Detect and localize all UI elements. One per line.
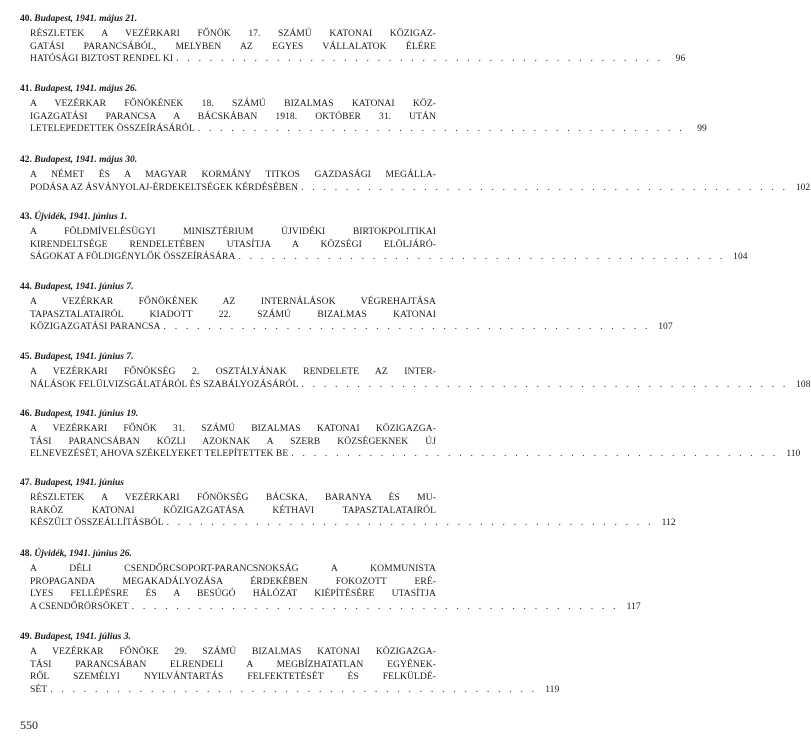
dot-leader: . . . . . . . . . . . . . . . . . . . . . . . . . . . . . . . . . . . . . . . . . . . . — [301, 378, 789, 390]
entry-header: 40. Budapest, 1941. május 21. — [20, 14, 138, 24]
entry-header: 41. Budapest, 1941. május 26. — [20, 84, 138, 94]
dot-leader: . . . . . . . . . . . . . . . . . . . . . . . . . . . . . . . . . . . . . . . . . . . . — [50, 683, 538, 695]
entry-title-line: A VEZÉRKAR FŐNÖKE 29. SZÁMÚ BIZALMAS KATONAI KÖZIGAZGA- — [30, 646, 436, 657]
folio-page-number: 550 — [20, 718, 38, 732]
toc-entry-40 — [20, 14, 686, 66]
entry-title-line: A NÉMET ÉS A MAGYAR KORMÁNY TITKOS GAZDASÁGI MEGÁLLA- — [30, 169, 436, 180]
entry-title-line: A DÉLI CSENDŐRCSOPORT-PARANCSNOKSÁG A KOMMUNISTA — [30, 563, 436, 574]
entry-title-line: RAKÖZ KATONAI KÖZIGAZGATÁSA KÉTHAVI TAPASZTALATAIRÓL — [30, 504, 436, 516]
dot-leader: . . . . . . . . . . . . . . . . . . . . . . . . . . . . . . . . . . . . . . . . . . . . — [131, 600, 619, 612]
entry-header: 49. Budapest, 1941. július 3. — [20, 632, 131, 642]
entry-title-line-last: SÉT . . . . . . . . . . . . . . . . . . . . . . . . . . . . . . . . . . . . . . . . . . . . 119 — [30, 683, 560, 695]
entry-title-line: A VEZÉRKARI FŐNÖKSÉG 2. OSZTÁLYÁNAK RENDELETE AZ INTER- — [30, 366, 436, 377]
toc-entry-42 — [20, 155, 811, 194]
entry-header: 45. Budapest, 1941. június 7. — [20, 352, 134, 362]
entry-title-line: GATÁSI PARANCSÁBÓL, MELYBEN AZ EGYES VÁLLALATOK ÉLÉRE — [30, 40, 436, 52]
entry-title-line-last: NÁLÁSOK FELÜLVIZSGÁLATÁRÓL ÉS SZABÁLYOZÁSÁRÓL . . . . . . . . . . . . . . . . . . . . . . . . . . . . . . . . . . . . . . . . . . . . 108 — [30, 378, 811, 390]
entry-header: 42. Budapest, 1941. május 30. — [20, 155, 138, 165]
entry-title-line: RÉSZLETEK A VEZÉRKARI FŐNÖKSÉG BÁCSKA, BARANYA ÉS MU- — [30, 492, 436, 503]
dot-leader: . . . . . . . . . . . . . . . . . . . . . . . . . . . . . . . . . . . . . . . . . . . . — [166, 517, 654, 528]
entry-header: 43. Újvidék, 1941. június 1. — [20, 212, 128, 222]
entry-title-line: TÁSI PARANCSÁBAN ELRENDELI A MEGBÍZHATATLAN EGYÉNEK- — [30, 658, 436, 670]
dot-leader: . . . . . . . . . . . . . . . . . . . . . . . . . . . . . . . . . . . . . . . . . . . . — [176, 53, 664, 64]
entry-title-line: TAPASZTALATAIRÓL KIADOTT 22. SZÁMÚ BIZALMAS KATONAI — [30, 308, 436, 320]
entry-header: 47. Budapest, 1941. június — [20, 478, 124, 488]
toc-entry-43 — [20, 212, 748, 264]
toc-entry-45 — [20, 352, 811, 391]
entry-title-line-last: KÉSZÜLT ÖSSZEÁLLÍTÁSBÓL . . . . . . . . . . . . . . . . . . . . . . . . . . . . . . . . . . . . . . . . . . . . 112 — [30, 517, 676, 528]
entry-title-line: A VEZÉRKARI FŐNÖK 31. SZÁMÚ BIZALMAS KATONAI KÖZIGAZGA- — [30, 423, 436, 434]
entry-title-line: A VEZÉRKAR FŐNÖKÉNEK AZ INTERNÁLÁSOK VÉGREHAJTÁSA — [30, 296, 436, 307]
dot-leader: . . . . . . . . . . . . . . . . . . . . . . . . . . . . . . . . . . . . . . . . . . . . — [197, 123, 685, 134]
entry-title-line: A VEZÉRKAR FŐNÖKÉNEK 18. SZÁMÚ BIZALMAS KATONAI KÖZ- — [30, 98, 436, 109]
entry-title-line-last: LETELEPEDETTEK ÖSSZEÍRÁSÁRÓL . . . . . . . . . . . . . . . . . . . . . . . . . . . . . . . . . . . . . . . . . . . . 99 — [30, 123, 707, 134]
entry-title-line: KIRENDELTSÉGE RENDELETÉBEN UTASÍTJA A KÖZSÉGI ELÖLJÁRÓ- — [30, 238, 436, 250]
entry-title-line-last: KÖZIGAZGATÁSI PARANCSA . . . . . . . . . . . . . . . . . . . . . . . . . . . . . . . . . . . . . . . . . . . . 107 — [30, 321, 673, 332]
page-number: 117 — [626, 601, 641, 612]
dot-leader: . . . . . . . . . . . . . . . . . . . . . . . . . . . . . . . . . . . . . . . . . . . . — [163, 321, 651, 332]
toc-entry-49 — [20, 632, 560, 696]
entry-title-line: TÁSI PARANCSÁBAN KÖZLI AZOKNAK A SZERB KÖZSÉGEKNEK ÚJ — [30, 435, 436, 447]
toc-entry-44 — [20, 282, 673, 334]
entry-title-line-last: ELNEVEZÉSÉT, AHOVA SZÉKELYEKET TELEPÍTETTEK BE . . . . . . . . . . . . . . . . . . . . . . . . . . . . . . . . . . . . . . . . . . . . 110 — [30, 448, 801, 459]
entry-title-line-last: SÁGOKAT A FÖLDIGÉNYLŐK ÖSSZEÍRÁSÁRA . . . . . . . . . . . . . . . . . . . . . . . . . . . . . . . . . . . . . . . . . . . . 104 — [30, 251, 748, 262]
entry-title-line: RŐL SZEMÉLYI NYILVÁNTARTÁS FELFEKTETÉSÉT ÉS FELKÜLDÉ- — [30, 671, 436, 682]
page-number: 110 — [786, 449, 801, 459]
toc-entry-48 — [20, 549, 641, 613]
page-number: 104 — [733, 252, 748, 262]
entry-title-line: RÉSZLETEK A VEZÉRKARI FŐNÖK 17. SZÁMÚ KATONAI KÖZIGAZ- — [30, 28, 436, 39]
dot-leader: . . . . . . . . . . . . . . . . . . . . . . . . . . . . . . . . . . . . . . . . . . . . — [291, 448, 779, 459]
entry-title-line-last: HATÓSÁGI BIZTOST RENDEL KI . . . . . . . . . . . . . . . . . . . . . . . . . . . . . . . . . . . . . . . . . . . . 96 — [30, 53, 686, 64]
entry-header: 48. Újvidék, 1941. június 26. — [20, 549, 132, 559]
page-number: 119 — [545, 684, 560, 695]
entry-title-line: IGAZGATÁSI PARANCSA A BÁCSKÁBAN 1918. OKTÓBER 31. UTÁN — [30, 110, 436, 122]
page-number: 99 — [697, 124, 707, 134]
toc-entry-41 — [20, 84, 707, 136]
entry-title-line: A FÖLDMÍVELÉSÜGYI MINISZTÉRIUM ÚJVIDÉKI BIRTOKPOLITIKAI — [30, 226, 436, 237]
page-number: 108 — [796, 379, 811, 390]
entry-header: 46. Budapest, 1941. június 19. — [20, 409, 139, 419]
entry-title-line: LYES FELLÉPÉSRE ÉS A BESÚGÓ HÁLÓZAT KIÉPÍTÉSÉRE UTASÍTJA — [30, 588, 436, 599]
entry-title-line: PROPAGANDA MEGAKADÁLYOZÁSA ÉRDEKÉBEN FOKOZOTT ERÉ- — [30, 575, 436, 587]
page-number: 102 — [795, 182, 811, 193]
entry-header: 44. Budapest, 1941. június 7. — [20, 282, 134, 292]
dot-leader: . . . . . . . . . . . . . . . . . . . . . . . . . . . . . . . . . . . . . . . . . . . . — [238, 251, 726, 262]
page-number: 96 — [675, 54, 686, 64]
entry-title-line-last: PODÁSA AZ ÁSVÁNYOLAJ-ÉRDEKELTSÉGEK KÉRDÉSÉBEN . . . . . . . . . . . . . . . . . . . . . . . . . . . . . . . . . . . . . . . . . . . . 102 — [30, 181, 811, 193]
entry-title-line-last: A CSENDŐRÖRSÖKET . . . . . . . . . . . . . . . . . . . . . . . . . . . . . . . . . . . . . . . . . . . . 117 — [30, 600, 641, 612]
dot-leader: . . . . . . . . . . . . . . . . . . . . . . . . . . . . . . . . . . . . . . . . . . . . — [301, 181, 789, 193]
toc-entry-47 — [20, 478, 676, 530]
page-number: 112 — [661, 518, 676, 528]
page-number: 107 — [658, 322, 673, 332]
toc-entry-46 — [20, 409, 801, 461]
